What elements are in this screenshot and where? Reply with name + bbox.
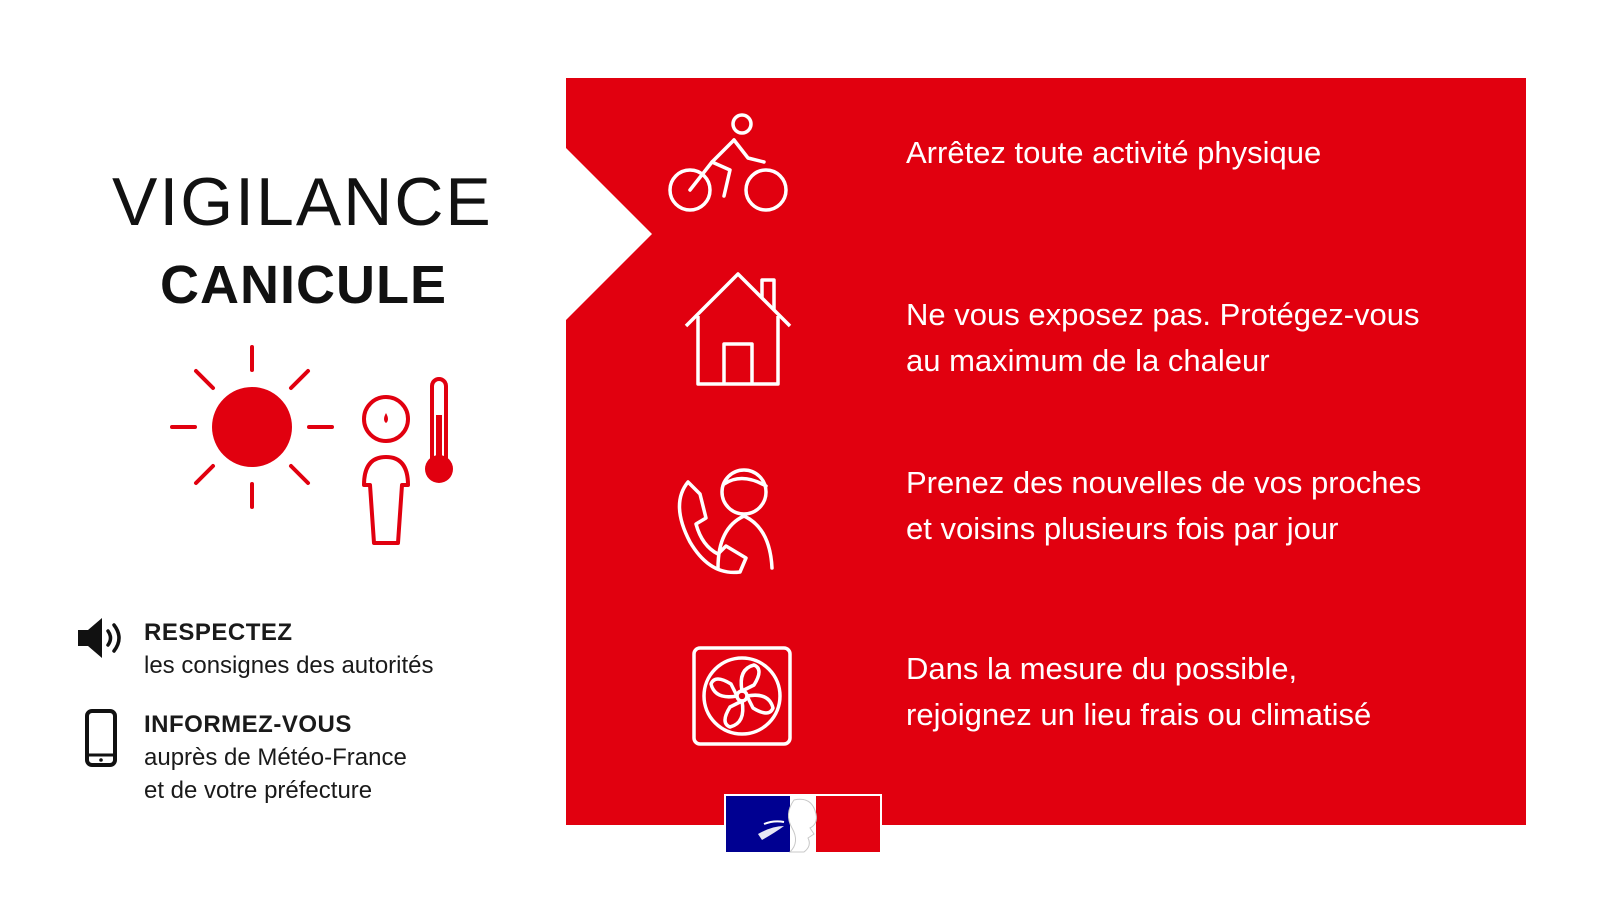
advice-row-2 (906, 292, 1516, 384)
info-heading: RESPECTEZ (144, 619, 293, 646)
sweating-person-icon (364, 397, 408, 543)
info-line: auprès de Météo-France (144, 744, 407, 771)
heat-illustration (160, 335, 480, 565)
fan-icon (692, 646, 792, 746)
title-canicule: CANICULE (160, 255, 447, 315)
house-icon (682, 270, 794, 388)
cyclist-icon (668, 110, 790, 214)
phone-call-person-icon (672, 464, 784, 580)
sun-icon (172, 347, 332, 507)
advice-line: au maximum de la chaleur (906, 343, 1270, 378)
thermometer-icon (425, 379, 453, 483)
advice-line: Prenez des nouvelles de vos proches (906, 465, 1422, 500)
phone-icon (84, 708, 118, 768)
advice-line: et voisins plusieurs fois par jour (906, 511, 1339, 546)
advice-row-1 (906, 130, 1516, 176)
advice-line: Ne vous exposez pas. Protégez-vous (906, 297, 1420, 332)
info-line: et de votre préfecture (144, 777, 373, 804)
info-heading: INFORMEZ-VOUS (144, 711, 352, 738)
title-vigilance: VIGILANCE (112, 164, 493, 240)
advice-line: Dans la mesure du possible, (906, 651, 1298, 686)
advice-row-4 (906, 646, 1516, 738)
speaker-icon (76, 616, 128, 660)
advice-line: Arrêtez toute activité physique (906, 135, 1322, 170)
advice-row-3 (906, 460, 1516, 552)
marianne-logo (724, 794, 882, 854)
panel-notch (566, 148, 654, 320)
info-line: les consignes des autorités (144, 652, 434, 679)
advice-line: rejoignez un lieu frais ou climatisé (906, 697, 1372, 732)
